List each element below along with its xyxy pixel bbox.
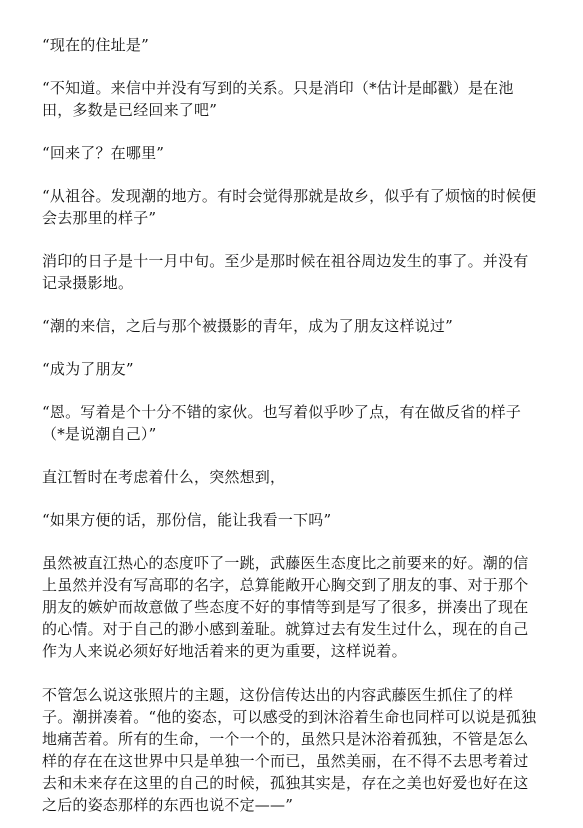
paragraph-became-friends: “成为了朋友” [42,360,134,378]
paragraph-address-question: “现在的住址是” [42,36,149,54]
paragraph-returned-question: “回来了？在哪里” [42,144,165,162]
paragraph-naoe-thinking: 直江暂时在考虑着什么，突然想到， [42,468,286,486]
paragraph-letter-friend: “潮的来信，之后与那个被摄影的青年，成为了朋友这样说过” [42,317,453,335]
paragraph-postmark-date: 消印的日子是十一月中旬。至少是那时候在祖谷周边发生的事了。并没有记录摄影地。 [42,252,529,292]
paragraph-good-guy: “恩。写着是个十分不错的家伙。也写着似乎吵了点，有在做反省的样子（*是说潮自己）” [42,403,522,443]
paragraph-photo-theme: 不管怎么说这张照片的主题，这份信传达出的内容武藤医生抓住了的样子。潮拼凑着。“他的姿态，可以感受的到沐浴着生命也同样可以说是孤独地痛苦着。所有的生命，一个一个的，虽然只是沐浴着孤独，不管是怎么样的存在在这世界中只是单独一个而已，虽然美丽，在不得不去思考着过去和未来存在这里的自己的时候，孤独其实是，存在之美也好爱也好在这之后的姿态那样的东西也说不定——” [42,686,537,814]
paragraph-postmark-answer: “不知道。来信中并没有写到的关系。只是消印（*估计是邮戳）是在池田，多数是已经回来了吧” [42,79,514,119]
paragraph-iya-answer: “从祖谷。发现潮的地方。有时会觉得那就是故乡，似乎有了烦恼的时候便会去那里的样子” [42,187,537,227]
paragraph-doctor-attitude: 虽然被直江热心的态度吓了一跳，武藤医生态度比之前要来的好。潮的信上虽然并没有写高耶的名字，总算能敞开心胸交到了朋友的事、对于那个朋友的嫉妒而故意做了些态度不好的事情等到是写了很多，拼凑出了现在的心情。对于自己的渺小感到羞耻。就算过去有发生过什么，现在的自己作为人来说必须好好地活着来的更为重要，这样说着。 [42,554,529,660]
paragraph-request-letter: “如果方便的话，那份信，能让我看一下吗” [42,511,332,529]
